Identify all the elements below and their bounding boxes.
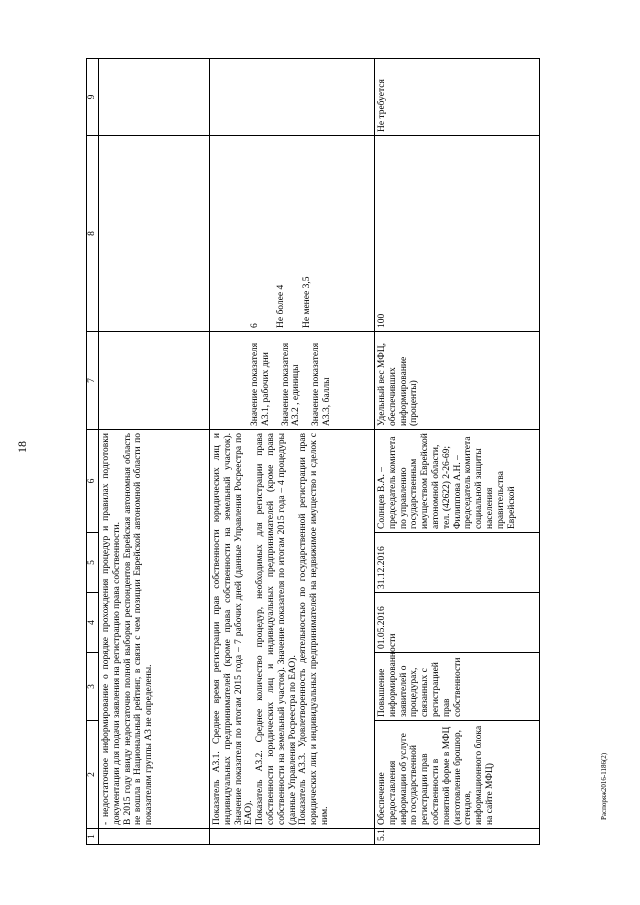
cell-start-date: 01.05.2016 bbox=[375, 593, 540, 653]
header-col-4: 4 bbox=[87, 593, 99, 653]
cell-note bbox=[210, 59, 375, 136]
cell-note: Не требуется bbox=[375, 59, 540, 136]
header-col-6: 6 bbox=[87, 430, 99, 533]
header-col-2: 2 bbox=[87, 721, 99, 829]
indicator-a31-paragraph: Показатель А3.1. Среднее время регистрации прав собственности юридических лиц и индивидуальных предпринимателей (кроме права собственности на земельный участок). Значение показателя по итогам 2015 года – 7 рабочих дней (данные Управления Росреестра по ЕАО). bbox=[212, 433, 255, 825]
header-col-9: 9 bbox=[87, 59, 99, 136]
cell-end-date: 31.12.2016 bbox=[375, 533, 540, 593]
header-col-3: 3 bbox=[87, 653, 99, 721]
cell-indicator: Удельный вес МФЦ, обеспечивших информирование (проценты) bbox=[375, 332, 540, 430]
cell-note bbox=[99, 59, 210, 136]
indicator-a33-label: Значение показателя А3.3, баллы bbox=[311, 342, 332, 426]
cell-target bbox=[210, 136, 375, 332]
cell-description bbox=[210, 430, 375, 829]
target-a33-value: Не менее 3,5 bbox=[301, 276, 312, 328]
page-number: 18 bbox=[15, 441, 29, 453]
cell-number: 5.1 bbox=[375, 829, 540, 845]
rotated-table-container bbox=[86, 59, 534, 845]
table-row bbox=[99, 59, 210, 845]
cell-indicator bbox=[210, 332, 375, 430]
indicator-a31-label: Значение показателя А3.1, рабочих дни bbox=[250, 342, 271, 426]
header-col-8: 8 bbox=[87, 136, 99, 332]
cell-number bbox=[210, 829, 375, 845]
cell-expected-result: Повышение информированности заявителей о процедурах, связанных с регистрацией прав собственности bbox=[375, 653, 540, 721]
description-paragraph: В 2015 году ввиду недостаточно полной выборки респондентов Еврейская автономная область не вошла в Национальный рейтинг, в связи с чем позиции Еврейской автономной области по показателям группы А3 не определены. bbox=[122, 433, 155, 825]
target-a31-value: 6 bbox=[250, 323, 260, 328]
cell-measure: Обеспечение предоставления информации об услуге по государственной регистрации прав собственности в понятной форме в МФЦ (изготовление брошюр, стендов, информационного блока на сайте МФЦ) bbox=[375, 721, 540, 829]
target-a32-value: Не более 4 bbox=[275, 284, 286, 328]
cell-responsible: Солнцев В.А. – председатель комитета по управлению государственным имуществом Еврейской автономной области, тел. (42622) 2-26-69; Филиппова А.Н. – председатель комитета социальной защиты населения правительства Еврейской bbox=[375, 430, 540, 533]
indicator-a32-label: Значение показателя А3.2 , единицы bbox=[280, 342, 302, 426]
cell-description bbox=[99, 430, 210, 829]
cell-target bbox=[99, 136, 210, 332]
header-col-7: 7 bbox=[87, 332, 99, 430]
indicator-a33-paragraph: Показатель А3.3. Удовлетворенность деятельностью по государственной регистрации прав юридических лиц и индивидуальных предпринимателей на недвижимое имущество и сделок с ним. bbox=[298, 433, 330, 825]
table-row bbox=[210, 59, 375, 845]
header-col-5: 5 bbox=[87, 533, 99, 593]
indicator-a32-paragraph: Показатель А3.2. Среднее количество процедур, необходимых для регистрации права собственности юридических лиц и индивидуальных предпринимателей (кроме права собственности на земельный участок). Значение показателя по итогам 2015 года – 4 процедуры (данные Управления Росреестра по ЕАО). bbox=[255, 433, 298, 825]
cell-target: 100 bbox=[375, 136, 540, 332]
action-plan-table bbox=[86, 58, 540, 845]
document-code: Распоряж2016-1186(2) bbox=[600, 752, 608, 820]
description-paragraph: - недостаточное информирование о порядке прохождения процедур и правилах подготовки документации для подачи заявления на регистрацию права собственности. bbox=[101, 433, 122, 825]
cell-number bbox=[99, 829, 210, 845]
cell-indicator bbox=[99, 332, 210, 430]
header-col-1: 1 bbox=[87, 829, 99, 845]
header-row bbox=[87, 59, 99, 845]
table-row bbox=[375, 59, 540, 845]
